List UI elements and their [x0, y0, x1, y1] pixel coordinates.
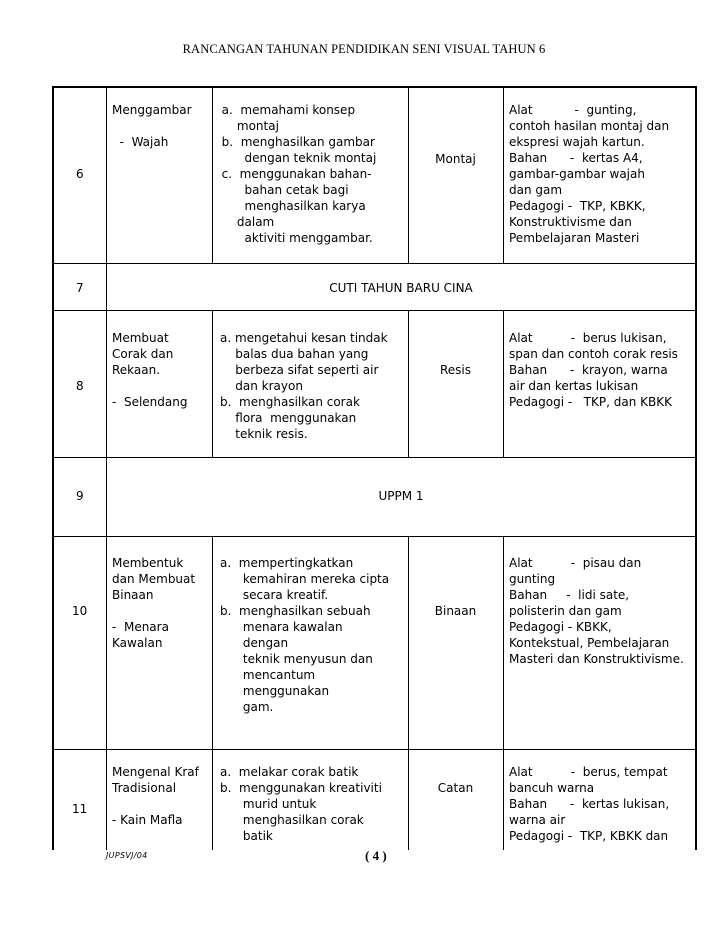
material-line: span dan contoh corak resis: [509, 347, 678, 361]
objectives-cell: [220, 330, 388, 442]
week-number: 11: [72, 802, 88, 816]
page-title: RANCANGAN TAHUNAN PENDIDIKAN SENI VISUAL TAHUN 6: [182, 42, 546, 56]
topic-line: Membuat: [112, 331, 169, 345]
topic-line: Mengenal Kraf: [112, 765, 199, 779]
objective-line: menggunakan: [220, 684, 330, 698]
topic-line: Membentuk: [112, 556, 184, 570]
objective-line: b. menggunakan kreativiti: [220, 781, 382, 795]
topic-line: dan Membuat: [112, 572, 196, 586]
week-number: 9: [76, 489, 84, 503]
topic-line: [112, 118, 192, 134]
material-line: Kontekstual, Pembelajaran: [509, 636, 670, 650]
topic-line: Kawalan: [112, 636, 163, 650]
objective-line: menghasilkan karya: [214, 199, 366, 213]
objectives-cell: [220, 764, 382, 844]
material-line: Pembelajaran Masteri: [509, 231, 640, 245]
material-line: polisterin dan gam: [509, 604, 622, 618]
topic-line: - Wajah: [112, 135, 169, 149]
topic-line: Corak dan: [112, 347, 174, 361]
document-code: JUPSVJ/04: [106, 851, 148, 860]
column-divider: [408, 536, 409, 749]
material-line: Masteri dan Konstruktivisme.: [509, 652, 684, 666]
row-divider: [52, 536, 697, 537]
objective-line: kemahiran mereka cipta: [220, 572, 390, 586]
week-number: 7: [76, 281, 84, 295]
technique-label: Catan: [437, 781, 474, 795]
objective-line: a. memahami konsep: [214, 103, 356, 117]
table-border-left: [52, 86, 54, 850]
material-line: Alat - berus, tempat: [509, 765, 668, 779]
column-divider: [106, 86, 107, 850]
column-divider: [503, 86, 504, 263]
page-number: ( 4 ): [365, 848, 387, 863]
objective-line: dan krayon: [220, 379, 303, 393]
topic-line: [112, 378, 187, 394]
objective-line: murid untuk: [220, 797, 317, 811]
column-divider: [212, 310, 213, 457]
objective-line: a. melakar corak batik: [220, 765, 359, 779]
objective-line: dengan teknik montaj: [214, 151, 377, 165]
table-border-top: [52, 86, 697, 88]
topic-line: [112, 603, 195, 619]
row-divider: [52, 749, 697, 750]
objective-line: batik: [220, 829, 273, 843]
row-note: CUTI TAHUN BARU CINA: [329, 281, 473, 295]
technique-label: Binaan: [434, 604, 477, 618]
topic-line: Rekaan.: [112, 363, 161, 377]
topic-line: Menggambar: [112, 103, 192, 117]
topic-line: - Kain Mafla: [112, 813, 183, 827]
table-border-right: [695, 86, 697, 850]
column-divider: [212, 86, 213, 263]
objectives-cell: [214, 102, 376, 246]
material-line: Pedagogi - KBKK,: [509, 620, 612, 634]
topic-line: Binaan: [112, 588, 154, 602]
objective-line: a. mengetahui kesan tindak: [220, 331, 388, 345]
materials-cell: [509, 102, 669, 246]
material-line: Alat - gunting,: [509, 103, 637, 117]
row-divider: [52, 263, 697, 264]
objective-line: menara kawalan: [220, 620, 343, 634]
material-line: Pedagogi - TKP, dan KBKK: [509, 395, 672, 409]
material-line: Bahan - kertas lukisan,: [509, 797, 670, 811]
plan-table: [52, 86, 697, 850]
objective-line: flora menggunakan: [220, 411, 357, 425]
topic-line: - Selendang: [112, 395, 188, 409]
column-divider: [503, 536, 504, 749]
objective-line: bahan cetak bagi: [214, 183, 349, 197]
row-divider: [52, 310, 697, 311]
material-line: ekspresi wajah kartun.: [509, 135, 645, 149]
objective-line: b. menghasilkan gambar: [214, 135, 375, 149]
week-number: 6: [76, 167, 84, 181]
objective-line: secara kreatif.: [220, 588, 329, 602]
column-divider: [408, 86, 409, 263]
objectives-cell: [220, 555, 389, 715]
column-divider: [408, 749, 409, 850]
objective-line: mencantum: [220, 668, 316, 682]
objective-line: montaj: [214, 119, 279, 133]
material-line: Bahan - krayon, warna: [509, 363, 668, 377]
topic-cell: [112, 764, 199, 828]
material-line: Bahan - lidi sate,: [509, 588, 630, 602]
objective-line: c. menggunakan bahan-: [214, 167, 372, 181]
material-line: Alat - berus lukisan,: [509, 331, 667, 345]
topic-cell: [112, 555, 195, 651]
material-line: Bahan - kertas A4,: [509, 151, 643, 165]
objective-line: dalam: [214, 215, 275, 229]
topic-line: - Menara: [112, 620, 169, 634]
technique-label: Resis: [439, 363, 472, 377]
material-line: Konstruktivisme dan: [509, 215, 632, 229]
week-number: 10: [72, 604, 88, 618]
objective-line: b. menghasilkan sebuah: [220, 604, 371, 618]
material-line: warna air: [509, 813, 566, 827]
material-line: Pedagogi - TKP, KBKK,: [509, 199, 646, 213]
material-line: contoh hasilan montaj dan: [509, 119, 670, 133]
materials-cell: [509, 330, 678, 410]
column-divider: [503, 310, 504, 457]
topic-line: [112, 796, 199, 812]
objective-line: aktiviti menggambar.: [214, 231, 373, 245]
objective-line: teknik resis.: [220, 427, 308, 441]
material-line: Pedagogi - TKP, KBKK dan: [509, 829, 669, 843]
topic-cell: [112, 330, 187, 410]
objective-line: gam.: [220, 700, 274, 714]
topic-cell: [112, 102, 192, 150]
objective-line: teknik menyusun dan: [220, 652, 373, 666]
materials-cell: [509, 764, 669, 844]
objective-line: menghasilkan corak: [220, 813, 364, 827]
week-number: 8: [76, 379, 84, 393]
material-line: Alat - pisau dan: [509, 556, 642, 570]
technique-label: Montaj: [435, 152, 476, 166]
column-divider: [212, 536, 213, 749]
material-line: dan gam: [509, 183, 563, 197]
topic-line: Tradisional: [112, 781, 177, 795]
material-line: gunting: [509, 572, 556, 586]
row-divider: [52, 457, 697, 458]
row-note: UPPM 1: [378, 489, 424, 503]
objective-line: berbeza sifat seperti air: [220, 363, 379, 377]
column-divider: [408, 310, 409, 457]
column-divider: [503, 749, 504, 850]
objective-line: balas dua bahan yang: [220, 347, 369, 361]
material-line: air dan kertas lukisan: [509, 379, 639, 393]
material-line: bancuh warna: [509, 781, 595, 795]
material-line: gambar-gambar wajah: [509, 167, 645, 181]
column-divider: [212, 749, 213, 850]
materials-cell: [509, 555, 684, 667]
objective-line: a. mempertingkatkan: [220, 556, 354, 570]
objective-line: dengan: [220, 636, 289, 650]
objective-line: b. menghasilkan corak: [220, 395, 360, 409]
